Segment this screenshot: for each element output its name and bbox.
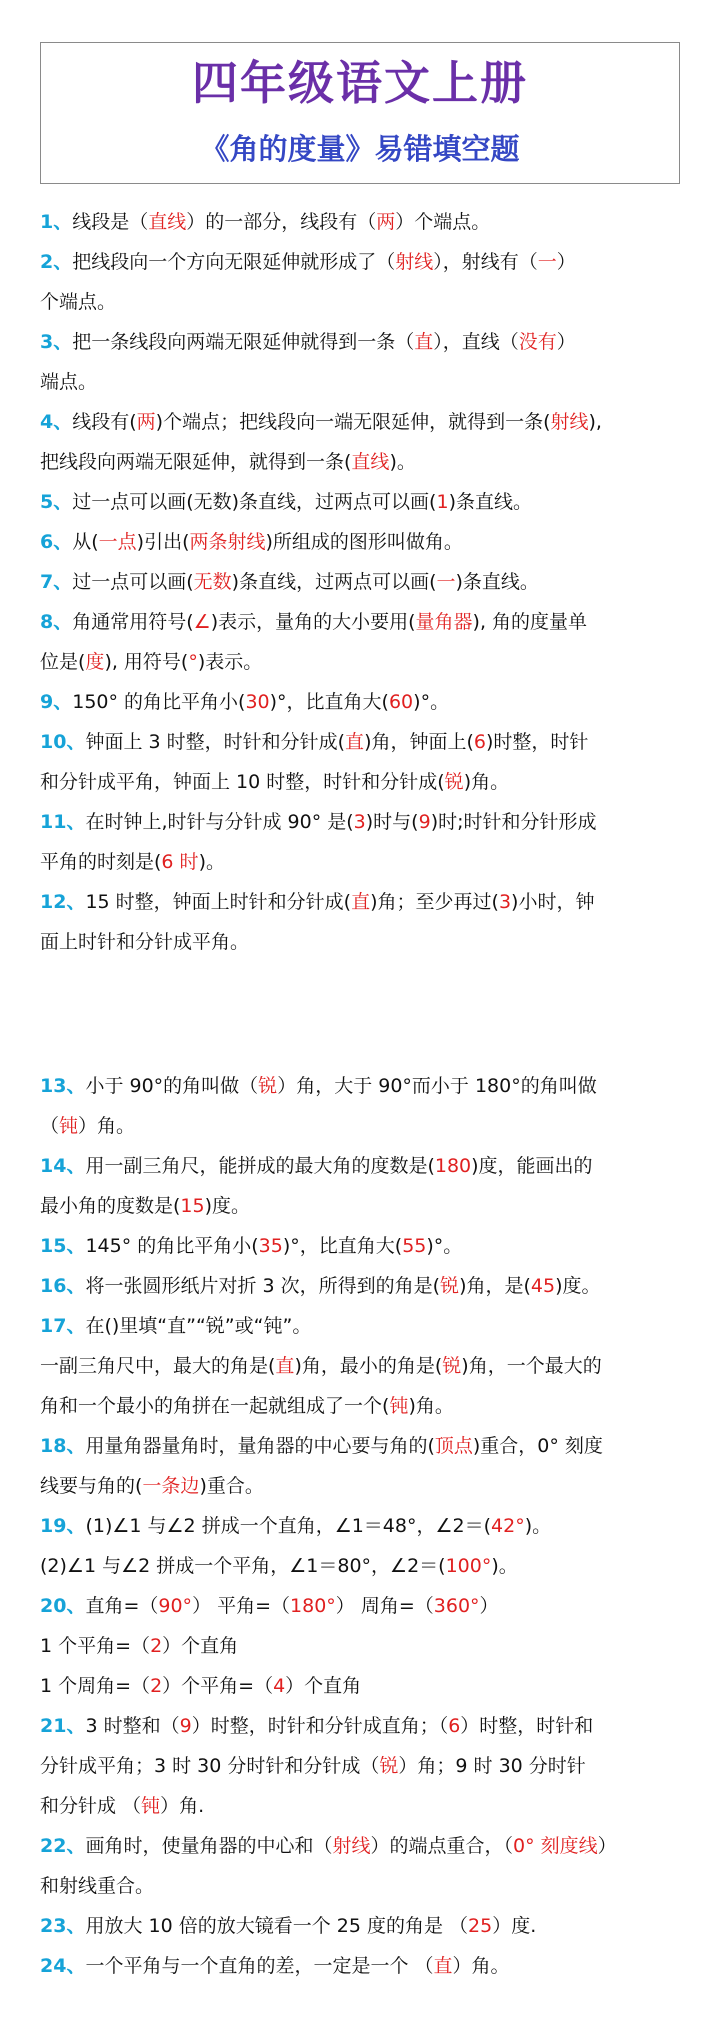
question-line: [40, 1426, 690, 1466]
question-line: [40, 1106, 690, 1146]
question-text: )角。: [408, 1395, 454, 1417]
question-text: )度。: [555, 1275, 601, 1297]
question-text: )角，一个最大的: [461, 1355, 602, 1377]
question-line: [40, 1746, 690, 1786]
question-number: 19、: [40, 1515, 86, 1537]
question-line: [40, 1546, 690, 1586]
question-number: 20、: [40, 1595, 86, 1617]
question-line: [40, 802, 690, 842]
question-line: [40, 722, 690, 762]
question-line: [40, 1186, 690, 1226]
question-text: 直角=（: [85, 1595, 159, 1617]
answer-text: 15: [180, 1195, 205, 1217]
question-number: 14、: [40, 1155, 86, 1177]
answer-text: 顶点: [434, 1435, 473, 1457]
question-text: ）: [556, 251, 576, 273]
question-text: ） 周角=（: [335, 1595, 434, 1617]
question-number: 22、: [40, 1835, 86, 1857]
question-text: ）的一部分，线段有（: [186, 211, 377, 233]
question-text: ）角。: [452, 1955, 510, 1977]
answer-text: 55: [402, 1235, 427, 1257]
answer-text: 360°: [433, 1595, 480, 1617]
question-text: 过一点可以画(无数)条直线，过两点可以画(: [72, 491, 437, 513]
answer-text: 直: [433, 1955, 453, 1977]
question-text: )时整，时针: [485, 731, 589, 753]
question-text: 用一副三角尺，能拼成的最大角的度数是(: [85, 1155, 435, 1177]
question-text: 过一点可以画(: [72, 571, 194, 593]
question-text: 1 个周角=（: [40, 1675, 151, 1697]
question-text: ）时整，时针和分针成直角；（: [191, 1715, 449, 1737]
question-number: 16、: [40, 1275, 86, 1297]
answer-text: 两: [376, 211, 396, 233]
question-number: 7、: [40, 571, 73, 593]
question-number: 5、: [40, 491, 73, 513]
answer-text: 无数: [193, 571, 232, 593]
question-text: ）的端点重合，（: [370, 1835, 513, 1857]
question-text: 面上时针和分针成平角。: [40, 931, 250, 953]
question-text: )度。: [204, 1195, 251, 1217]
question-text: ）个直角: [162, 1635, 239, 1657]
answer-text: 钝: [389, 1395, 409, 1417]
question-text: ）个端点。: [395, 211, 491, 233]
answer-text: 30: [245, 691, 270, 713]
question-text: ),: [588, 411, 602, 433]
question-line: [40, 1826, 690, 1866]
question-text: ）: [479, 1595, 499, 1617]
answer-text: 锐: [258, 1075, 278, 1097]
answer-text: 直: [351, 891, 371, 913]
answer-text: 直线: [148, 211, 187, 233]
question-text: 画角时，使量角器的中心和（: [85, 1835, 333, 1857]
question-text: )°。: [413, 691, 450, 713]
question-line: [40, 1306, 690, 1346]
question-line: [40, 1266, 690, 1306]
question-line: [40, 522, 690, 562]
question-text: ），射线有（: [433, 251, 538, 273]
question-text: )。: [198, 851, 225, 873]
question-number: 17、: [40, 1315, 86, 1337]
answer-text: 没有: [518, 331, 557, 353]
question-text: 线要与角的(: [40, 1475, 143, 1497]
question-number: 8、: [40, 611, 73, 633]
question-line: [40, 1866, 690, 1906]
question-line: [40, 322, 690, 362]
question-line: [40, 1626, 690, 1666]
question-text: 个端点。: [40, 291, 117, 313]
question-text: 把线段向一个方向无限延伸就形成了（: [72, 251, 396, 273]
question-line: [40, 202, 690, 242]
answer-text: 直: [345, 731, 365, 753]
answer-text: 45: [530, 1275, 556, 1297]
question-text: )°。: [426, 1235, 463, 1257]
answer-text: 6: [473, 731, 486, 753]
answer-text: 两: [136, 411, 156, 433]
answer-text: ∠: [193, 611, 211, 633]
question-text: 用放大 10 倍的放大镜看一个 25 度的角是 （: [85, 1915, 469, 1937]
question-text: )表示，量角的大小要用(: [210, 611, 416, 633]
answer-text: 4: [273, 1675, 286, 1697]
answer-text: 钝: [59, 1115, 79, 1137]
question-number: 6、: [40, 531, 73, 553]
question-line: [40, 1146, 690, 1186]
question-number: 24、: [40, 1955, 86, 1977]
question-text: )个端点；把线段向一端无限延伸，就得到一条(: [155, 411, 551, 433]
question-text: ）度.: [492, 1915, 537, 1937]
answer-text: 42°: [491, 1515, 525, 1537]
answer-text: 锐: [379, 1755, 399, 1777]
question-text: ), 角的度量单: [472, 611, 588, 633]
question-number: 9、: [40, 691, 73, 713]
question-text: 和分针成平角，钟面上 10 时整，时针和分针成(: [40, 771, 445, 793]
question-text: )角，是(: [459, 1275, 531, 1297]
page-title: 四年级语文上册: [192, 56, 528, 110]
answer-text: 射线: [550, 411, 589, 433]
answer-text: 直: [275, 1355, 295, 1377]
question-text: 145° 的角比平角小(: [85, 1235, 259, 1257]
question-text: 和分针成 （: [40, 1795, 142, 1817]
question-line: [40, 442, 690, 482]
question-text: ）角.: [160, 1795, 205, 1817]
question-line: [40, 642, 690, 682]
question-text: )角；至少再过(: [370, 891, 499, 913]
answer-text: 2: [150, 1675, 163, 1697]
answer-text: 100°: [445, 1555, 492, 1577]
answer-text: 90°: [158, 1595, 193, 1617]
question-text: 在()里填“直”“锐”或“钝”。: [85, 1315, 312, 1337]
question-line: [40, 1066, 690, 1106]
question-line: [40, 242, 690, 282]
question-text: )。: [491, 1555, 518, 1577]
question-text: 在时钟上,时针与分针成 90° 是(: [85, 811, 354, 833]
question-text: 小于 90°的角叫做（: [85, 1075, 259, 1097]
question-line: [40, 562, 690, 602]
question-text: )条直线。: [455, 571, 539, 593]
answer-text: 一点: [98, 531, 137, 553]
question-text: 将一张圆形纸片对折 3 次，所得到的角是(: [85, 1275, 441, 1297]
question-line: [40, 362, 690, 402]
question-text: 线段是（: [72, 211, 149, 233]
answer-text: 钝: [141, 1795, 161, 1817]
question-number: 10、: [40, 731, 86, 753]
question-text: 端点。: [40, 371, 98, 393]
answer-text: 1: [436, 491, 449, 513]
answer-text: 一: [436, 571, 456, 593]
question-text: )。: [389, 451, 416, 473]
answer-text: 度: [85, 651, 105, 673]
answer-text: 180°: [290, 1595, 336, 1617]
question-text: ）时整，时针和: [460, 1715, 594, 1737]
question-text: 分针成平角；3 时 30 分时针和分针成（: [40, 1755, 380, 1777]
question-line: [40, 1946, 690, 1986]
question-line: [40, 1506, 690, 1546]
question-line: [40, 922, 690, 962]
answer-text: 3: [353, 811, 366, 833]
answer-text: 60: [388, 691, 414, 713]
page-subtitle: 《角的度量》易错填空题: [200, 132, 520, 166]
question-text: )引出(: [136, 531, 190, 553]
question-text: )条直线。: [448, 491, 532, 513]
question-text: 线段有(: [72, 411, 137, 433]
answer-text: 锐: [442, 1355, 462, 1377]
question-line: [40, 762, 690, 802]
question-text: )角，钟面上(: [364, 731, 474, 753]
question-text: 3 时整和（: [85, 1715, 180, 1737]
question-list-part-2: [40, 1066, 690, 1986]
answer-text: 两条射线: [189, 531, 266, 553]
title-box: [40, 42, 680, 184]
question-text: 角和一个最小的角拼在一起就组成了一个(: [40, 1395, 390, 1417]
question-number: 4、: [40, 411, 73, 433]
question-line: [40, 1706, 690, 1746]
question-number: 23、: [40, 1915, 86, 1937]
question-text: ），直线（: [433, 331, 519, 353]
question-text: 最小角的度数是(: [40, 1195, 181, 1217]
question-number: 11、: [40, 811, 86, 833]
question-line: [40, 1666, 690, 1706]
answer-text: 35: [258, 1235, 283, 1257]
answer-text: 直: [414, 331, 434, 353]
question-text: ）个直角: [285, 1675, 362, 1697]
question-text: 一副三角尺中，最大的角是(: [40, 1355, 276, 1377]
question-text: 和射线重合。: [40, 1875, 155, 1897]
answer-text: 6: [448, 1715, 461, 1737]
question-text: )。: [524, 1515, 552, 1537]
question-text: ）角。: [78, 1115, 136, 1137]
question-text: )°，比直角大(: [269, 691, 389, 713]
question-line: [40, 842, 690, 882]
question-text: )度，能画出的: [471, 1155, 593, 1177]
answer-text: 25: [468, 1915, 493, 1937]
question-text: 把一条线段向两端无限延伸就得到一条（: [72, 331, 415, 353]
question-line: [40, 1466, 690, 1506]
question-line: [40, 402, 690, 442]
question-text: ） 平角=（: [192, 1595, 291, 1617]
question-line: [40, 1786, 690, 1826]
question-line: [40, 282, 690, 322]
answer-text: 180: [434, 1155, 472, 1177]
question-text: 150° 的角比平角小(: [72, 691, 246, 713]
question-text: ）: [597, 1835, 617, 1857]
question-text: )所组成的图形叫做角。: [265, 531, 463, 553]
question-number: 18、: [40, 1435, 86, 1457]
question-text: )°，比直角大(: [282, 1235, 403, 1257]
question-text: )小时，钟: [511, 891, 595, 913]
question-text: )表示。: [197, 651, 263, 673]
answer-text: 6 时: [161, 851, 199, 873]
question-line: [40, 1386, 690, 1426]
question-text: 把线段向两端无限延伸，就得到一条(: [40, 451, 352, 473]
answer-text: 一: [537, 251, 557, 273]
question-text: )时与(: [365, 811, 419, 833]
question-text: )角，最小的角是(: [294, 1355, 443, 1377]
question-line: [40, 1586, 690, 1626]
question-text: 角通常用符号(: [72, 611, 194, 633]
answer-text: 量角器: [415, 611, 473, 633]
question-text: ）角，大于 90°而小于 180°的角叫做: [277, 1075, 597, 1097]
question-number: 21、: [40, 1715, 86, 1737]
answer-text: 2: [150, 1635, 163, 1657]
question-text: 15 时整，钟面上时针和分针成(: [85, 891, 352, 913]
answer-text: 9: [179, 1715, 192, 1737]
answer-text: 3: [498, 891, 512, 913]
question-number: 13、: [40, 1075, 86, 1097]
question-number: 1、: [40, 211, 73, 233]
question-line: [40, 1226, 690, 1266]
question-text: 1 个平角=（: [40, 1635, 151, 1657]
answer-text: 锐: [444, 771, 464, 793]
answer-text: 直线: [351, 451, 390, 473]
answer-text: 一条边: [142, 1475, 200, 1497]
question-text: ）: [556, 331, 576, 353]
question-text: 用量角器量角时，量角器的中心要与角的(: [85, 1435, 435, 1457]
question-text: )时;时针和分针形成: [430, 811, 597, 833]
question-text: )重合，0° 刻度: [472, 1435, 603, 1457]
question-line: [40, 482, 690, 522]
answer-text: 9: [418, 811, 431, 833]
question-line: [40, 682, 690, 722]
question-number: 2、: [40, 251, 73, 273]
question-number: 15、: [40, 1235, 86, 1257]
answer-text: 射线: [395, 251, 434, 273]
question-text: ）角；9 时 30 分时针: [398, 1755, 586, 1777]
question-list-part-1: [40, 202, 690, 962]
question-number: 3、: [40, 331, 73, 353]
question-number: 12、: [40, 891, 86, 913]
question-text: ）个平角=（: [162, 1675, 274, 1697]
question-text: (2)∠1 与∠2 拼成一个平角，∠1＝80°，∠2＝(: [40, 1555, 446, 1577]
question-text: )条直线，过两点可以画(: [231, 571, 437, 593]
question-text: 一个平角与一个直角的差，一定是一个 （: [85, 1955, 434, 1977]
question-text: 平角的时刻是(: [40, 851, 162, 873]
question-line: [40, 1906, 690, 1946]
answer-text: 射线: [332, 1835, 371, 1857]
answer-text: 0° 刻度线: [513, 1835, 598, 1857]
question-text: )重合。: [199, 1475, 264, 1497]
question-text: 位是(: [40, 651, 86, 673]
answer-text: °: [188, 651, 198, 673]
answer-text: 锐: [440, 1275, 460, 1297]
question-text: ), 用符号(: [104, 651, 189, 673]
question-text: 钟面上 3 时整，时针和分针成(: [85, 731, 346, 753]
question-text: )角。: [463, 771, 510, 793]
question-text: (1)∠1 与∠2 拼成一个直角，∠1＝48°，∠2＝(: [85, 1515, 492, 1537]
question-line: [40, 1346, 690, 1386]
question-line: [40, 882, 690, 922]
question-text: （: [40, 1115, 60, 1137]
question-text: 从(: [72, 531, 99, 553]
question-line: [40, 602, 690, 642]
